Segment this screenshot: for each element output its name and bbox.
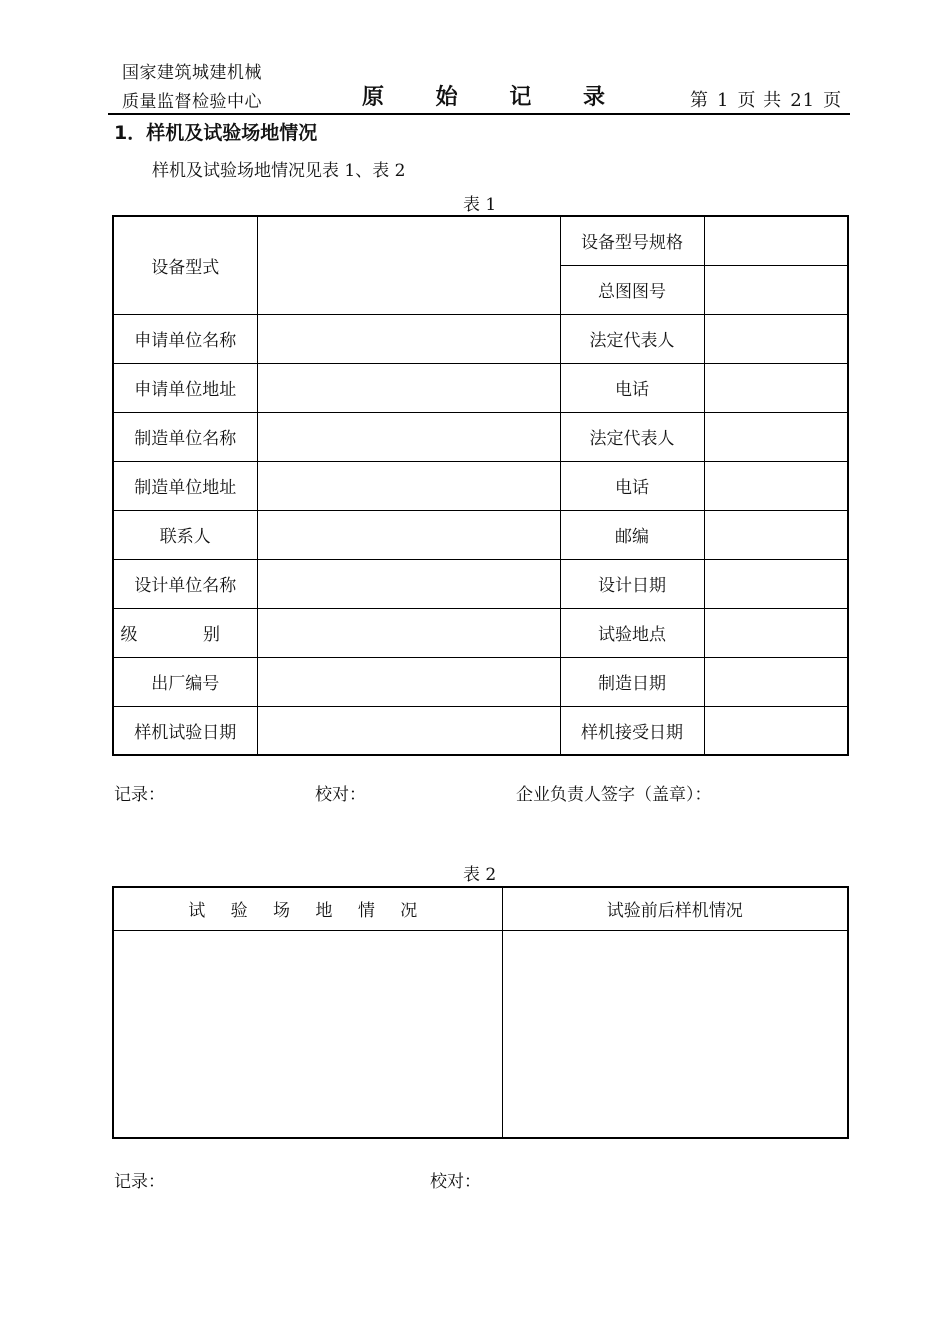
page-mid: 页 共 [737,90,783,111]
section-title: 1．样机及试验场地情况 [114,122,318,144]
header-divider [108,113,850,115]
value-applicant-name[interactable] [257,314,560,363]
label-device-type: 设备型式 [113,216,257,314]
page-prefix: 第 [690,90,709,111]
recorder-label-1: 记录： [114,785,165,805]
label-phone-2: 电话 [560,461,704,510]
header-sample-conditions: 试验前后样机情况 [502,887,848,930]
label-maker-addr: 制造单位地址 [113,461,257,510]
label-postcode: 邮编 [560,510,704,559]
label-receive-date: 样机接受日期 [560,706,704,755]
value-device-type[interactable] [257,216,560,314]
cell-test-site-conditions[interactable] [113,930,502,1138]
page-indicator [686,86,846,112]
label-grade: 级 别 [113,608,257,657]
value-maker-name[interactable] [257,412,560,461]
label-applicant-name: 申请单位名称 [113,314,257,363]
value-drawing-no[interactable] [704,265,848,314]
value-legal-rep-2[interactable] [704,412,848,461]
value-designer-name[interactable] [257,559,560,608]
section-intro: 样机及试验场地情况见表 1、表 2 [152,161,406,181]
value-maker-addr[interactable] [257,461,560,510]
checker-label-2: 校对： [430,1172,481,1192]
label-phone-1: 电话 [560,363,704,412]
org-name-line2: 质量监督检验中心 [122,92,262,112]
page-suffix: 页 [823,90,843,111]
header-test-site-conditions: 试 验 场 地 情 况 [113,887,502,930]
label-designer-name: 设计单位名称 [113,559,257,608]
page-number: 1 [717,90,730,111]
checker-label-1: 校对： [315,785,366,805]
value-mfg-date[interactable] [704,657,848,706]
value-phone-1[interactable] [704,363,848,412]
label-test-site: 试验地点 [560,608,704,657]
label-drawing-no: 总图图号 [560,265,704,314]
value-grade[interactable] [257,608,560,657]
label-serial-no: 出厂编号 [113,657,257,706]
value-contact[interactable] [257,510,560,559]
value-receive-date[interactable] [704,706,848,755]
cell-sample-conditions[interactable] [502,930,848,1138]
document-title: 原 始 记 录 [362,84,627,110]
value-model-spec[interactable] [704,216,848,265]
value-postcode[interactable] [704,510,848,559]
label-maker-name: 制造单位名称 [113,412,257,461]
label-test-date: 样机试验日期 [113,706,257,755]
table2-caption: 表 2 [463,865,497,885]
value-test-date[interactable] [257,706,560,755]
value-serial-no[interactable] [257,657,560,706]
value-applicant-addr[interactable] [257,363,560,412]
value-design-date[interactable] [704,559,848,608]
label-legal-rep-2: 法定代表人 [560,412,704,461]
test-site-table [112,886,849,1139]
label-model-spec: 设备型号规格 [560,216,704,265]
label-contact: 联系人 [113,510,257,559]
label-legal-rep-1: 法定代表人 [560,314,704,363]
recorder-label-2: 记录： [114,1172,165,1192]
table1-caption: 表 1 [463,195,497,215]
label-mfg-date: 制造日期 [560,657,704,706]
label-applicant-addr: 申请单位地址 [113,363,257,412]
value-test-site[interactable] [704,608,848,657]
sample-info-table [112,215,849,756]
value-phone-2[interactable] [704,461,848,510]
value-legal-rep-1[interactable] [704,314,848,363]
org-name-line1: 国家建筑城建机械 [122,63,262,83]
page-total: 21 [790,90,816,111]
manager-signature-label: 企业负责人签字（盖章）： [516,785,712,805]
label-design-date: 设计日期 [560,559,704,608]
